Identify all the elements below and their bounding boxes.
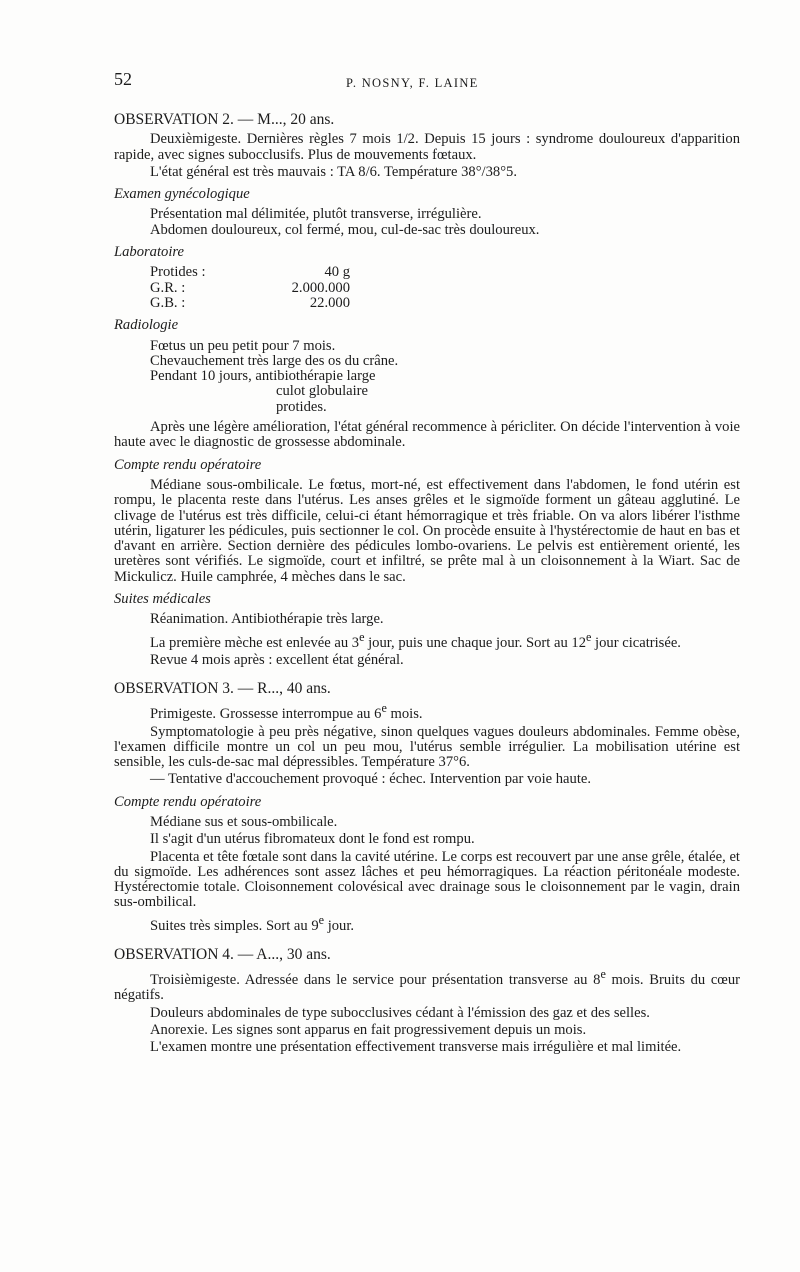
obs3-paragraph: Symptomatologie à peu près négative, sinon quelques vagues douleurs abdominales. Femme obèse, l'examen difficile montre un col un peu mou, l'utérus semble irrégulier. La mobilisation utérine est sensible, les culs-de-sac mal dépressibles. Température 37°6. [114, 723, 740, 771]
section-heading-compte-rendu: Compte rendu opératoire [114, 793, 262, 810]
lab-label: G.B. : [150, 294, 186, 311]
lab-label: G.R. : [150, 279, 186, 296]
lab-label: Protides : [150, 264, 206, 281]
radio-line: culot globulaire [276, 383, 368, 400]
obs4-paragraph: Douleurs abdominales de type subocclusives cédant à l'émission des gaz et des selles. [150, 1004, 650, 1021]
exam-line: Abdomen douloureux, col fermé, mou, cul-de-sac très douloureux. [150, 221, 540, 238]
section-heading-laboratoire: Laboratoire [114, 244, 185, 261]
obs3-report-line: Suites très simples. Sort au 9e jour. [150, 912, 355, 934]
radio-line: Fœtus un peu petit pour 7 mois. [150, 337, 336, 354]
section-heading-compte-rendu: Compte rendu opératoire [114, 456, 262, 473]
radio-line: Pendant 10 jours, antibiothérapie large [150, 368, 376, 385]
suites-line: Réanimation. Antibiothérapie très large. [150, 611, 384, 628]
operative-report: Médiane sous-ombilicale. Le fœtus, mort-né, est effectivement dans l'abdomen, le fond utérin est rompu, le placenta reste dans l'utérus. Les anses grêles et le sigmoïde forment un gâteau agglutiné. Le clivage de l'utérus est très difficile, celui-ci étant hémorragique et très friable. On va alors libérer l'isthme utérin, ligaturer les pédicules, puis sectionner le col. On procède ensuite à l'hystérectomie de haut en bas et d'avant en arrière. Section dernière des pédicules lombo-ovariens. Le pelvis est entièrement orienté, les uretères sont vérifiés. Le sigmoïde, court et infiltré, se prête mal à un cloisonnement à la Wiart. Sac de Mickulicz. Huile camphrée, 4 mèches dans le sac. [114, 476, 740, 585]
lab-value: 2.000.000 [291, 279, 350, 296]
observation-2-title: OBSERVATION 2. — M..., 20 ans. [114, 111, 335, 128]
document-page [114, 69, 740, 1058]
lab-value: 22.000 [309, 294, 350, 311]
radiologie-block [114, 339, 740, 415]
lab-value: 40 g [324, 264, 350, 281]
obs2-paragraph: L'état général est très mauvais : TA 8/6. Température 38°/38°5. [150, 163, 517, 180]
page-header [114, 69, 740, 94]
page-number: 52 [114, 69, 132, 89]
exam-block [114, 207, 740, 238]
observation-4-title: OBSERVATION 4. — A..., 30 ans. [114, 945, 331, 963]
obs2-paragraph: Deuxièmigeste. Dernières règles 7 mois 1/2. Depuis 15 jours : syndrome douloureux d'apparition rapide, avec signes subocclusifs. Plus de mouvements fœtaux. [114, 131, 740, 163]
section-heading-examen: Examen gynécologique [114, 186, 250, 203]
radio-line: protides. [276, 398, 327, 415]
exam-line: Présentation mal délimitée, plutôt transverse, irrégulière. [150, 206, 482, 223]
obs3-report-line: Médiane sus et sous-ombilicale. [150, 814, 338, 830]
section-heading-radiologie: Radiologie [114, 317, 179, 334]
obs3-report-line: Placenta et tête fœtale sont dans la cavité utérine. Le corps est recouvert par une anse grêle, étalée, et du sigmoïde. Les adhérences sont assez lâches et peu hémorragiques. La réaction péritonéale modeste. Hystérectomie totale. Cloisonnement colovésical avec drainage sous le cloisonnement par le vagin, drain sus-ombilical. [114, 848, 740, 911]
running-title: P. NOSNY, F. LAINE [346, 76, 479, 90]
observation-3-title: OBSERVATION 3. — R..., 40 ans. [114, 680, 331, 698]
obs3-paragraph: Primigeste. Grossesse interrompue au 6e mois. [150, 701, 423, 723]
suites-line: Revue 4 mois après : excellent état général. [150, 651, 404, 668]
obs2-paragraph: Après une légère amélioration, l'état général recommence à péricliter. On décide l'intervention à voie haute avec le diagnostic de grossesse abdominale. [114, 419, 740, 451]
radio-line: Chevauchement très large des os du crâne. [150, 352, 399, 369]
obs3-report-line: Il s'agit d'un utérus fibromateux dont le fond est rompu. [150, 831, 475, 848]
suites-line: La première mèche est enlevée au 3e jour, puis une chaque jour. Sort au 12e jour cicatrisée. [150, 629, 681, 651]
obs4-paragraph: L'examen montre une présentation effectivement transverse mais irrégulière et mal limitée. [150, 1039, 682, 1056]
obs4-paragraph: Anorexie. Les signes sont apparus en fait progressivement depuis un mois. [150, 1021, 587, 1038]
section-heading-suites: Suites médicales [114, 591, 211, 608]
obs4-paragraph: Troisièmigeste. Adressée dans le service pour présentation transverse au 8e mois. Bruits du cœur négatifs. [114, 967, 740, 1004]
lab-results-table [114, 265, 740, 311]
obs3-paragraph: — Tentative d'accouchement provoqué : échec. Intervention par voie haute. [150, 771, 591, 788]
